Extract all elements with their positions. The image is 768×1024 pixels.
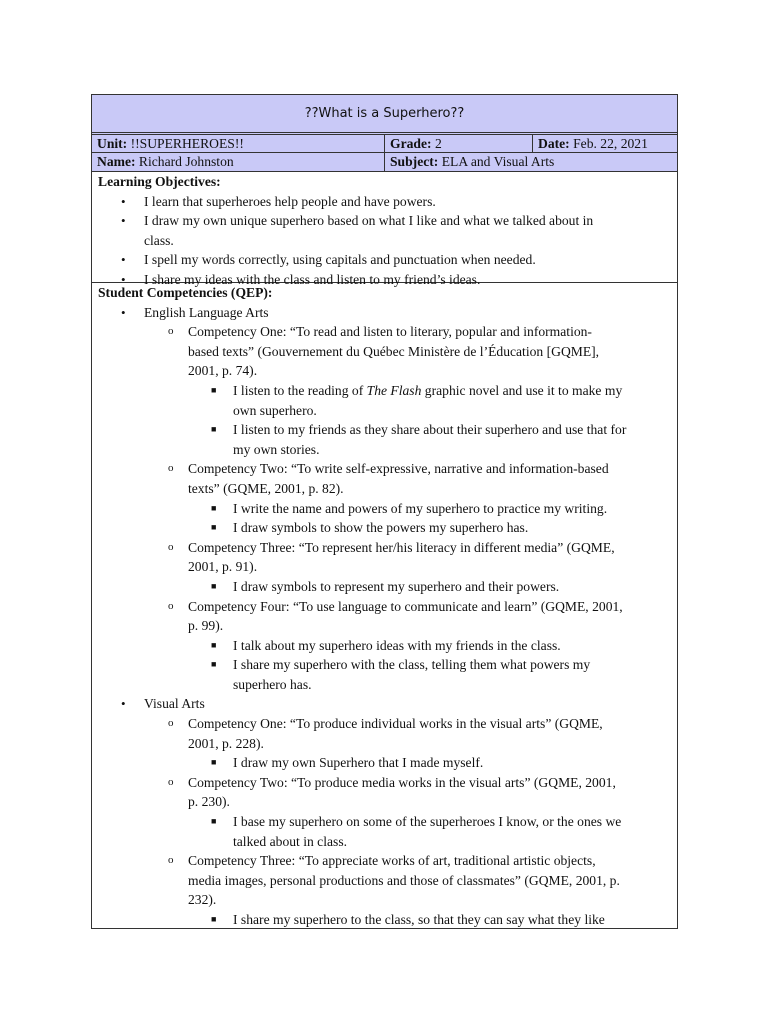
competencies-section	[92, 283, 677, 928]
bullet-icon: •	[121, 252, 126, 268]
bullet-icon: •	[121, 193, 126, 209]
competency-text: based texts” (Gouvernement du Québec Ministère de l’Éducation [GQME],	[188, 343, 600, 359]
evidence-item	[98, 499, 671, 519]
list-item	[98, 192, 671, 212]
grade-value: 2	[434, 136, 442, 151]
name-value: Richard Johnston	[138, 154, 234, 169]
bullet-icon: o	[168, 540, 174, 553]
bullet-icon: ■	[211, 757, 217, 768]
bullet-icon: •	[121, 304, 126, 320]
competency-text: Competency One: “To read and listen to literary, popular and information-	[188, 324, 592, 340]
competency-continuation	[98, 361, 671, 381]
list-item	[98, 211, 671, 231]
competency-text: p. 99).	[188, 618, 224, 634]
info-row-1	[92, 134, 677, 153]
evidence-item	[98, 910, 671, 929]
competency-item	[98, 538, 671, 558]
evidence-text: graphic novel and use it to make my	[421, 382, 623, 398]
evidence-text: my own stories.	[233, 441, 320, 457]
evidence-item	[98, 577, 671, 597]
competency-text: Competency Two: “To produce media works in the visual arts” (GQME, 2001,	[188, 774, 616, 790]
bullet-icon: ■	[211, 384, 217, 395]
bullet-icon: o	[168, 599, 174, 612]
list-item-text: I spell my words correctly, using capitals and punctuation when needed.	[144, 252, 536, 268]
competency-text: Competency Four: “To use language to communicate and learn” (GQME, 2001,	[188, 598, 623, 614]
list-item-text: I share my ideas with the class and listen to my friend’s ideas.	[144, 271, 481, 287]
evidence-continuation	[98, 401, 671, 421]
competency-item	[98, 322, 671, 342]
lesson-plan-table	[91, 94, 678, 929]
competency-continuation	[98, 792, 671, 812]
competency-text: media images, personal productions and those of classmates” (GQME, 2001, p.	[188, 872, 620, 888]
competency-continuation	[98, 616, 671, 636]
unit-cell	[92, 135, 389, 152]
evidence-item	[98, 812, 671, 832]
evidence-continuation	[98, 675, 671, 695]
evidence-text: talked about in class.	[233, 833, 348, 849]
competency-item	[98, 773, 671, 793]
bullet-icon: o	[168, 717, 174, 730]
bullet-icon: ■	[211, 816, 217, 827]
competency-text: Competency Two: “To write self-expressive, narrative and information-based	[188, 461, 609, 477]
evidence-item	[98, 636, 671, 656]
bullet-icon: ■	[211, 522, 217, 533]
subject-label: Subject:	[390, 154, 439, 169]
page-title: ??What is a Superhero??	[304, 106, 465, 121]
info-row-2	[92, 153, 677, 172]
bullet-icon: ■	[211, 502, 217, 513]
evidence-text: I listen to the reading of	[233, 382, 367, 398]
list-item-text: I learn that superheroes help people and have powers.	[144, 193, 436, 209]
evidence-text: I write the name and powers of my superhero to practice my writing.	[233, 500, 608, 516]
bullet-icon: •	[121, 271, 126, 287]
competency-text: 232).	[188, 892, 217, 908]
bullet-icon: o	[168, 854, 174, 867]
bullet-icon: •	[121, 213, 126, 229]
evidence-text: I draw symbols to represent my superhero and their powers.	[233, 578, 560, 594]
grade-cell	[384, 135, 538, 152]
competency-continuation	[98, 871, 671, 891]
competency-text: Competency Three: “To appreciate works of art, traditional artistic objects,	[188, 853, 596, 869]
bullet-icon: •	[121, 696, 126, 712]
subject-visual-arts	[98, 694, 671, 714]
bullet-icon: ■	[211, 580, 217, 591]
competency-item	[98, 459, 671, 479]
subject-value: ELA and Visual Arts	[441, 154, 555, 169]
list-item	[98, 250, 671, 270]
competency-continuation	[98, 479, 671, 499]
evidence-item	[98, 518, 671, 538]
competency-text: 2001, p. 74).	[188, 363, 258, 379]
subject-label: English Language Arts	[144, 304, 269, 320]
competency-item	[98, 851, 671, 871]
bullet-icon: ■	[211, 659, 217, 670]
competency-continuation	[98, 557, 671, 577]
learning-objectives-heading: Learning Objectives:	[98, 174, 221, 189]
grade-label: Grade:	[390, 136, 432, 151]
competency-text: texts” (GQME, 2001, p. 82).	[188, 480, 344, 496]
evidence-continuation	[98, 832, 671, 852]
evidence-text: I draw symbols to show the powers my superhero has.	[233, 520, 529, 536]
competency-text: Competency Three: “To represent her/his literacy in different media” (GQME,	[188, 539, 615, 555]
subject-label: Visual Arts	[144, 696, 205, 712]
evidence-text: I draw my own Superhero that I made myself.	[233, 755, 484, 771]
date-cell	[532, 135, 677, 152]
competency-item	[98, 597, 671, 617]
evidence-item	[98, 381, 671, 401]
competency-text: Competency One: “To produce individual works in the visual arts” (GQME,	[188, 716, 603, 732]
evidence-item	[98, 420, 671, 440]
competency-text: p. 230).	[188, 794, 230, 810]
evidence-text: I share my superhero with the class, telling them what powers my	[233, 657, 591, 673]
bullet-icon: ■	[211, 639, 217, 650]
evidence-item	[98, 753, 671, 773]
competency-continuation	[98, 890, 671, 910]
date-label: Date:	[538, 136, 570, 151]
competency-text: 2001, p. 91).	[188, 559, 258, 575]
unit-value: !!SUPERHEROES!!	[130, 136, 244, 151]
evidence-text: I listen to my friends as they share about their superhero and use that for	[233, 422, 627, 438]
evidence-text: I share my superhero to the class, so that they can say what they like	[233, 912, 605, 927]
evidence-item	[98, 655, 671, 675]
bullet-icon: o	[168, 325, 174, 338]
title-row	[92, 95, 677, 133]
date-value: Feb. 22, 2021	[573, 136, 648, 151]
competency-text: 2001, p. 228).	[188, 735, 264, 751]
competency-continuation	[98, 734, 671, 754]
competency-continuation	[98, 342, 671, 362]
evidence-text: own superhero.	[233, 402, 317, 418]
bullet-icon: o	[168, 775, 174, 788]
competency-item	[98, 714, 671, 734]
subject-cell	[384, 153, 677, 171]
evidence-text: superhero has.	[233, 676, 312, 692]
evidence-text: I talk about my superhero ideas with my friends in the class.	[233, 637, 561, 653]
name-label: Name:	[97, 154, 136, 169]
learning-objectives-section	[92, 172, 677, 287]
book-title: The Flash	[366, 382, 422, 398]
bullet-icon: ■	[211, 914, 217, 924]
competencies-heading: Student Competencies (QEP):	[98, 285, 273, 300]
bullet-icon: o	[168, 462, 174, 475]
list-item-text: I draw my own unique superhero based on what I like and what we talked about in	[144, 213, 594, 229]
name-cell	[92, 153, 389, 171]
unit-label: Unit:	[97, 136, 128, 151]
subject-ela	[98, 303, 671, 323]
bullet-icon: ■	[211, 424, 217, 435]
evidence-text: I base my superhero on some of the superheroes I know, or the ones we	[233, 814, 622, 830]
list-item-continuation	[98, 231, 671, 251]
evidence-continuation	[98, 440, 671, 460]
list-item-text: class.	[144, 232, 174, 248]
